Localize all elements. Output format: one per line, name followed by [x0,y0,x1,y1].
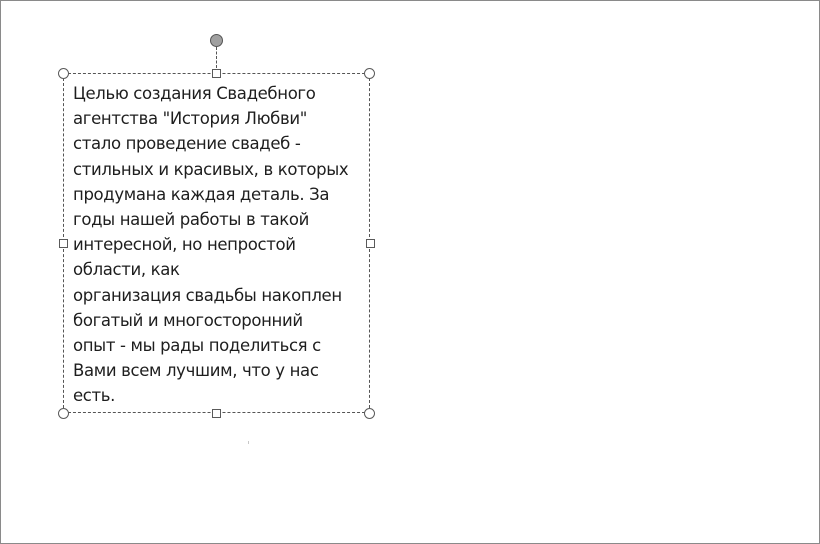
text-line: продумана каждая деталь. За [73,184,330,204]
text-line: богатый и многосторонний [73,310,303,330]
text-line: стильных и красивых, в которых [73,159,349,179]
rotate-handle-icon[interactable] [210,34,223,47]
resize-handle-right-icon[interactable] [366,239,375,248]
text-line: Вами всем лучшим, что у нас [73,361,319,381]
resize-handle-left-icon[interactable] [59,239,68,248]
selected-text-box[interactable] [63,73,370,413]
text-line: опыт - мы рады поделиться с [73,336,321,356]
text-line: годы нашей работы в такой [73,210,310,230]
text-line: Целью создания Свадебного [73,84,316,103]
text-line: есть. [73,386,116,406]
text-line: стало проведение свадеб - [73,134,301,154]
text-line: интересной, но непростой [73,235,296,255]
resize-handle-top-right-icon[interactable] [364,68,375,79]
text-box-content[interactable] [73,81,373,409]
text-line: агентства "История Любви" [73,109,307,129]
rotate-connector [216,47,217,68]
text-line: организация свадьбы накоплен [73,285,342,305]
resize-handle-top-left-icon[interactable] [58,68,69,79]
resize-handle-top-icon[interactable] [212,69,221,78]
resize-handle-bottom-left-icon[interactable] [58,408,69,419]
stray-mark [248,441,249,444]
resize-handle-bottom-right-icon[interactable] [364,408,375,419]
resize-handle-bottom-icon[interactable] [212,409,221,418]
text-line: области, как [73,260,180,280]
